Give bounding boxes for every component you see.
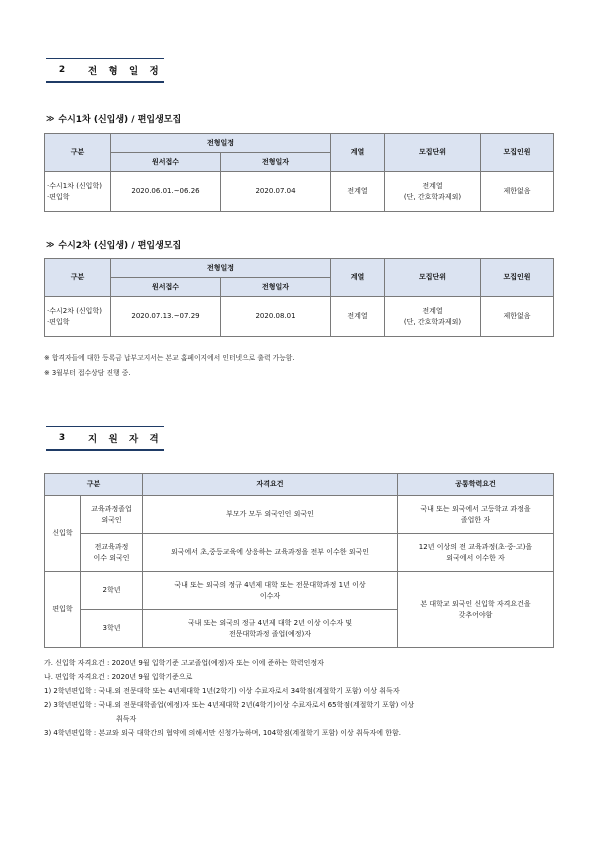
table-row <box>45 496 554 534</box>
qualification-table <box>44 473 554 648</box>
row-quota: 제한없음 <box>481 172 554 212</box>
footnote-transfer-4th: 3) 4학년편입학 : 본교와 외국 대학간의 협약에 의해서만 신청가능하며, 104학점(계절학기 포함) 이상 취득자에 한함. <box>44 729 401 737</box>
row-unit: 전계열 (단, 간호학과제외) <box>385 297 481 337</box>
header-quota: 모집인원 <box>481 259 554 297</box>
header-category: 구분 <box>45 134 111 172</box>
qual-freshman-common1: 국내 또는 외국에서 고등학교 과정을 졸업한 자 <box>398 496 554 534</box>
header-unit: 모집단위 <box>385 259 481 297</box>
section3-number: 3 <box>58 433 66 443</box>
round2-heading <box>46 238 181 251</box>
row-category: ·수시2차 (신입학) ·편입학 <box>45 297 111 337</box>
row-apply: 2020.07.13.~07.29 <box>111 297 221 337</box>
qual-freshman-req1: 부모가 모두 외국인인 외국인 <box>143 496 398 534</box>
round1-heading <box>46 112 181 125</box>
section3-bottom-rule <box>46 449 164 451</box>
qual-header-common: 공통학력요건 <box>398 474 554 496</box>
header-field: 계열 <box>331 134 385 172</box>
qual-header-category: 구분 <box>45 474 143 496</box>
header-field: 계열 <box>331 259 385 297</box>
qual-header-requirement: 자격요건 <box>143 474 398 496</box>
section2-header <box>46 59 163 81</box>
qual-freshman-req2: 외국에서 초,중등교육에 상응하는 교육과정을 전부 이수한 외국인 <box>143 534 398 572</box>
row-field: 전계열 <box>331 297 385 337</box>
table-row <box>45 534 554 572</box>
table-row <box>45 172 554 212</box>
qual-freshman-sub1: 교육과정졸업 외국인 <box>81 496 143 534</box>
qual-freshman-sub2: 전교육과정 이수 외국인 <box>81 534 143 572</box>
row-unit: 전계열 (단, 간호학과제외) <box>385 172 481 212</box>
note-payment: ※ 합격자들에 대한 등록금 납부고지서는 본교 홈페이지에서 인터넷으로 출력 가능함. <box>44 354 295 362</box>
row-quota: 제한없음 <box>481 297 554 337</box>
footnote-freshman: 가. 신입학 자격요건 : 2020년 9월 입학기준 고교졸업(예정)자 또는 이에 준하는 학력인정자 <box>44 659 324 667</box>
qualification-footnotes <box>44 656 414 740</box>
qual-transfer-label: 편입학 <box>45 572 81 648</box>
row-apply: 2020.06.01.~06.26 <box>111 172 221 212</box>
row-field: 전계열 <box>331 172 385 212</box>
row-category: ·수시1차 (신입학) ·편입학 <box>45 172 111 212</box>
section3-title: 지 원 자 격 <box>88 434 163 445</box>
round2-schedule-table <box>44 258 554 337</box>
qual-transfer-common: 본 대학교 외국인 신입학 자격요건을 갖추어야함 <box>398 572 554 648</box>
section3-header <box>46 427 163 449</box>
row-exam: 2020.08.01 <box>221 297 331 337</box>
header-schedule: 전형일정 <box>111 134 331 153</box>
round2-heading-text: 수시2차 (신입생) / 편입생모집 <box>58 241 182 251</box>
header-apply: 원서접수 <box>111 278 221 297</box>
qual-transfer-req2: 국내 또는 외국의 정규 4년제 대학 2년 이상 이수자 및 전문대학과정 졸업(예정)자 <box>143 610 398 648</box>
qual-transfer-sub2: 3학년 <box>81 610 143 648</box>
row-exam: 2020.07.04 <box>221 172 331 212</box>
footnote-transfer: 나. 편입학 자격요건 : 2020년 9월 입학기준으로 <box>44 673 193 681</box>
qual-freshman-label: 신입학 <box>45 496 81 572</box>
header-unit: 모집단위 <box>385 134 481 172</box>
table-row <box>45 572 554 610</box>
header-schedule: 전형일정 <box>111 259 331 278</box>
footnote-transfer-3rd: 2) 3학년편입학 : 국내.외 전문대학졸업(예정)자 또는 4년제대학 2년(4학기)이상 수료자로서 65학점(계절학기 포함) 이상 <box>44 701 415 709</box>
round1-heading-text: 수시1차 (신입생) / 편입생모집 <box>58 115 182 125</box>
header-exam: 전형일자 <box>221 153 331 172</box>
section2-bottom-rule <box>46 81 164 83</box>
round1-schedule-table <box>44 133 554 212</box>
double-chevron-icon: ≫ <box>46 114 53 123</box>
header-apply: 원서접수 <box>111 153 221 172</box>
section2-number: 2 <box>58 65 66 75</box>
note-consult: ※ 3월부터 접수상담 진행 중. <box>44 369 131 377</box>
qual-freshman-common2: 12년 이상의 전 교육과정(초·중·고)을 외국에서 이수한 자 <box>398 534 554 572</box>
header-exam: 전형일자 <box>221 278 331 297</box>
double-chevron-icon: ≫ <box>46 240 53 249</box>
qual-transfer-req1: 국내 또는 외국의 정규 4년제 대학 또는 전문대학과정 1년 이상 이수자 <box>143 572 398 610</box>
footnote-transfer-2nd: 1) 2학년편입학 : 국내.외 전문대학 또는 4년제대학 1년(2학기) 이상 수료자로서 34학점(계절학기 포함) 이상 취득자 <box>44 687 400 695</box>
qual-transfer-sub1: 2학년 <box>81 572 143 610</box>
header-category: 구분 <box>45 259 111 297</box>
section2-title: 전 형 일 정 <box>88 66 163 77</box>
footnote-transfer-3rd-cont: 취득자 <box>116 715 137 723</box>
header-quota: 모집인원 <box>481 134 554 172</box>
table-row <box>45 297 554 337</box>
